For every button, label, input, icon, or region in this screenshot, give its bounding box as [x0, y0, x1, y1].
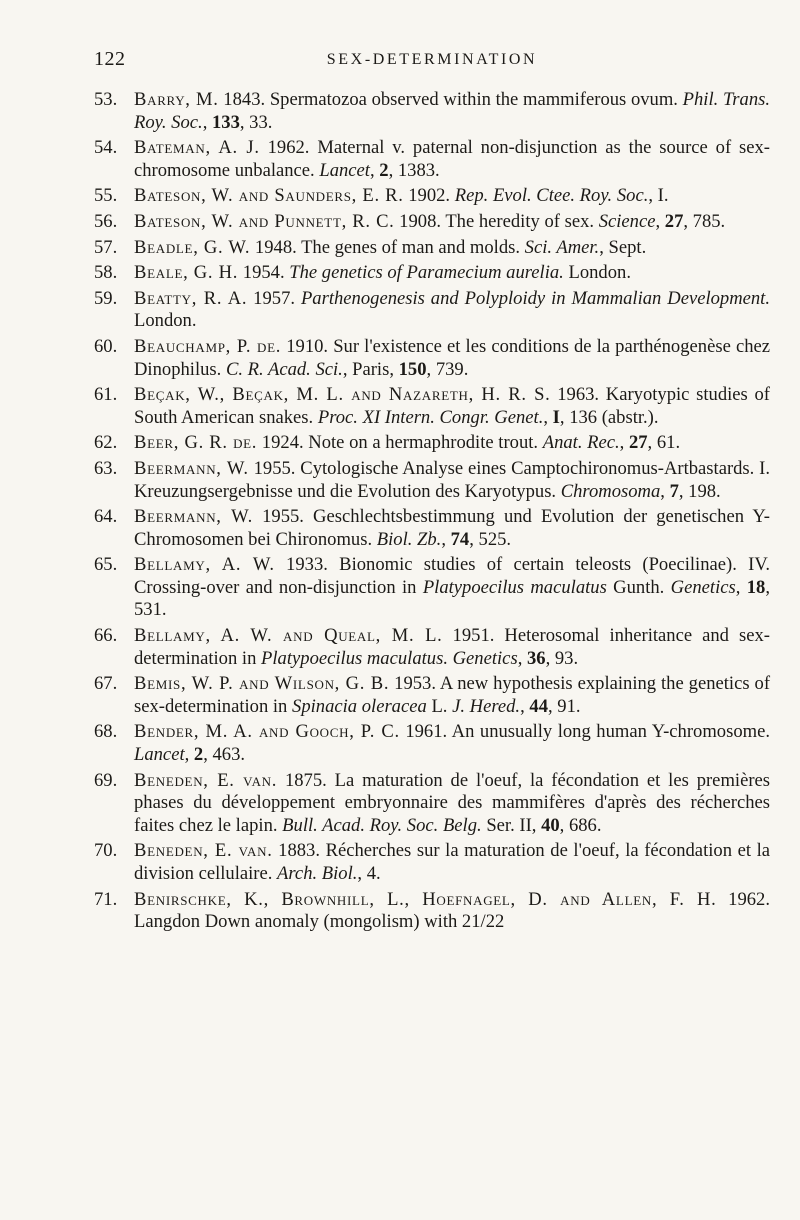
- reference-authors: Beer, G. R. de.: [134, 432, 258, 454]
- reference-volume: 40: [541, 814, 560, 836]
- reference-number: 66.: [94, 625, 118, 647]
- reference-pages: , Sept.: [599, 236, 647, 258]
- reference-number: 57.: [94, 236, 118, 258]
- reference-number: 59.: [94, 287, 118, 309]
- reference-journal: Bull. Acad. Roy. Soc. Belg.: [282, 814, 482, 836]
- reference-journal: Genetics: [452, 647, 518, 669]
- reference-pages: , 91.: [547, 695, 581, 717]
- reference-number: 71.: [94, 888, 118, 910]
- reference-text: 1961. An unusually long human Y-chromosome.: [399, 721, 770, 743]
- reference-journal: C. R. Acad. Sci.: [225, 358, 343, 380]
- reference-journal: Lancet: [134, 744, 185, 766]
- reference-authors: Bateman, A. J.: [134, 137, 260, 159]
- reference-number: 70.: [94, 840, 118, 862]
- reference-volume: 36: [526, 647, 546, 669]
- reference-volume: 27: [628, 432, 648, 454]
- reference-text: 1963. Karyotypic studies of South American snakes.: [134, 384, 770, 428]
- reference-number: 53.: [94, 89, 118, 110]
- reference-italic-title: Platypoecilus maculatus.: [261, 647, 448, 669]
- reference-authors: Beale, G. H.: [134, 262, 239, 284]
- reference-number: 65.: [94, 554, 118, 576]
- reference-entry: [94, 770, 770, 838]
- reference-text: 1951. Heterosomal inheritance and sex-determination in: [134, 625, 770, 669]
- page-number: 122: [94, 48, 126, 70]
- reference-volume: 27: [664, 210, 684, 232]
- reference-text: 1955. Geschlechtsbestimmung und Evolution der genetischen Y-Chromosomen bei Chironomus.: [134, 506, 770, 550]
- reference-entry: [94, 458, 770, 503]
- reference-number: 67.: [94, 673, 118, 695]
- reference-list: [94, 89, 770, 937]
- reference-text-mid: London.: [134, 310, 197, 332]
- reference-journal: Lancet: [319, 159, 370, 181]
- reference-number: 62.: [94, 432, 118, 454]
- reference-pages: , 785.: [683, 210, 726, 232]
- reference-pages: , 4.: [357, 863, 381, 884]
- reference-italic-title: The genetics of Paramecium aurelia.: [289, 262, 564, 284]
- reference-entry: [94, 336, 770, 381]
- reference-authors: Bemis, W. P. and Wilson, G. B.: [134, 673, 390, 695]
- reference-entry: [94, 625, 770, 670]
- reference-text: 1910. Sur l'existence et les conditions de la parthénogenèse chez Dinophilus.: [134, 335, 771, 380]
- reference-separator: ,: [517, 647, 527, 669]
- reference-pages: , 33.: [239, 111, 273, 133]
- reference-authors: Bellamy, A. W.: [134, 554, 275, 576]
- reference-entry: [94, 384, 770, 429]
- reference-separator: ,: [655, 210, 665, 232]
- reference-authors: Bender, M. A. and Gooch, P. C.: [134, 721, 400, 743]
- reference-authors: Beneden, E. van.: [134, 769, 278, 791]
- reference-text: 1933. Bionomic studies of certain teleosts (Poecilinae). IV. Crossing-over and non-disjunction in: [134, 554, 771, 598]
- reference-journal: Proc. XI Intern. Congr. Genet.: [317, 406, 544, 428]
- reference-entry: [94, 185, 770, 208]
- reference-entry: [94, 840, 770, 885]
- reference-entry: [94, 288, 770, 333]
- reference-pages: , 686.: [559, 814, 602, 836]
- reference-separator: ,: [520, 695, 530, 717]
- reference-italic-title: Platypoecilus maculatus: [422, 576, 607, 598]
- reference-pages: , 739.: [426, 358, 469, 380]
- reference-number: 60.: [94, 335, 118, 357]
- reference-volume: 2: [193, 744, 204, 766]
- reference-separator: ,: [202, 111, 212, 133]
- reference-number: 61.: [94, 384, 118, 406]
- reference-authors: Beneden, E. van.: [134, 840, 273, 862]
- page-header: [94, 48, 770, 78]
- reference-separator: ,: [543, 406, 553, 428]
- reference-volume: 150: [398, 358, 427, 380]
- reference-authors: Bellamy, A. W. and Queal, M. L.: [134, 625, 443, 647]
- reference-authors: Barry, M.: [134, 89, 219, 110]
- reference-number: 68.: [94, 721, 118, 743]
- reference-number: 63.: [94, 457, 118, 479]
- reference-volume: 74: [450, 528, 470, 550]
- reference-pages: , I.: [648, 185, 669, 207]
- reference-pages: , 93.: [545, 647, 579, 669]
- reference-volume: 133: [211, 111, 240, 133]
- reference-italic-title: Spinacia oleracea: [292, 695, 427, 717]
- reference-entry: [94, 673, 770, 718]
- reference-text: 1908. The heredity of sex.: [394, 210, 599, 232]
- reference-entry: [94, 89, 770, 134]
- reference-text: 1962. Maternal v. paternal non-disjunction as the source of sex-chromosome unbalance.: [134, 137, 770, 181]
- reference-pages: , 198.: [678, 480, 721, 502]
- reference-volume: 18: [746, 576, 766, 598]
- reference-entry: [94, 211, 770, 234]
- reference-separator: ,: [369, 159, 380, 181]
- reference-entry: [94, 721, 770, 766]
- reference-entry: [94, 432, 770, 455]
- reference-separator: Ser. II,: [481, 814, 542, 836]
- reference-text: 1955. Cytologische Analyse eines Camptochironomus-Artbastards. I. Kreuzungsergebnisse und die Evolution des Karyotypus.: [134, 457, 771, 502]
- reference-pages: , 1383.: [388, 159, 440, 181]
- reference-number: 55.: [94, 185, 118, 207]
- reference-separator: ,: [184, 744, 194, 766]
- reference-volume: I: [552, 406, 560, 428]
- reference-entry: [94, 889, 770, 934]
- reference-separator: , Paris,: [342, 358, 399, 380]
- reference-text: 1902.: [403, 185, 455, 207]
- reference-text: 1875. La maturation de l'oeuf, la fécondation et les premières phases du développement embryonnaire des mammifères d'après des récherches faites chez le lapin.: [134, 769, 771, 836]
- reference-volume: 2: [379, 159, 389, 181]
- reference-text: 1954.: [238, 262, 290, 284]
- reference-journal: Sci. Amer.: [524, 236, 600, 258]
- reference-pages: , 61.: [647, 432, 681, 454]
- reference-text: 1962. Langdon Down anomaly (mongolism) with 21/22: [134, 888, 770, 933]
- reference-number: 58.: [94, 262, 118, 284]
- reference-separator: ,: [619, 432, 629, 454]
- reference-separator: ,: [441, 528, 451, 550]
- reference-text: 1948. The genes of man and molds.: [250, 236, 525, 258]
- reference-authors: Beatty, R. A.: [134, 287, 248, 309]
- reference-journal: Rep. Evol. Ctee. Roy. Soc.: [454, 185, 649, 207]
- reference-volume: 44: [529, 695, 548, 717]
- reference-text: 1957.: [247, 287, 301, 309]
- reference-entry: [94, 137, 770, 182]
- reference-volume: 7: [669, 480, 679, 502]
- reference-authors: Benirschke, K., Brownhill, L., Hoefnagel, D. and Allen, F. H.: [134, 888, 717, 910]
- reference-journal: Chromosoma: [560, 480, 661, 502]
- reference-text-mid: L.: [426, 695, 453, 717]
- reference-journal: Anat. Rec.: [542, 432, 620, 454]
- reference-authors: Bateson, W. and Punnett, R. C.: [134, 210, 395, 232]
- reference-separator: ,: [660, 480, 670, 502]
- reference-pages: , 136 (abstr.).: [559, 406, 659, 428]
- reference-authors: Beauchamp, P. de.: [134, 335, 282, 357]
- reference-italic-title: Parthenogenesis and Polyploidy in Mammalian Development.: [300, 287, 770, 309]
- reference-text: 1843. Spermatozoa observed within the mammiferous ovum.: [218, 89, 683, 110]
- reference-pages: , 463.: [203, 744, 246, 766]
- reference-separator: ,: [735, 576, 747, 598]
- reference-entry: [94, 262, 770, 285]
- reference-authors: Beadle, G. W.: [134, 236, 251, 258]
- reference-authors: Bateson, W. and Saunders, E. R.: [134, 185, 404, 207]
- reference-number: 54.: [94, 137, 118, 159]
- reference-journal: Science: [598, 210, 656, 232]
- reference-pages: , 531.: [134, 576, 770, 621]
- reference-journal: Genetics: [670, 576, 736, 598]
- reference-authors: Beermann, W.: [134, 457, 249, 479]
- reference-text: 1883. Récherches sur la maturation de l'oeuf, la fécondation et la division cellulaire.: [134, 840, 770, 884]
- reference-number: 64.: [94, 506, 118, 528]
- reference-journal: Phil. Trans. Roy. Soc.: [134, 89, 771, 133]
- reference-number: 56.: [94, 210, 118, 232]
- reference-entry: [94, 237, 770, 260]
- reference-text-mid: Gunth.: [606, 576, 671, 598]
- running-title: SEX-DETERMINATION: [326, 51, 538, 68]
- reference-text: 1953. A new hypothesis explaining the genetics of sex-determination in: [134, 673, 771, 717]
- reference-journal: J. Hered.: [452, 695, 521, 717]
- reference-entry: [94, 506, 770, 551]
- reference-entry: [94, 554, 770, 622]
- reference-journal: Arch. Biol.: [277, 863, 358, 884]
- reference-pages: , 525.: [469, 528, 512, 550]
- reference-number: 69.: [94, 769, 118, 791]
- reference-journal: Biol. Zb.: [376, 528, 442, 550]
- reference-text: 1924. Note on a hermaphrodite trout.: [257, 432, 543, 454]
- reference-text-mid: London.: [563, 262, 631, 284]
- reference-authors: Beermann, W.: [134, 506, 253, 528]
- reference-authors: Beçak, W., Beçak, M. L. and Nazareth, H. R. S.: [134, 384, 551, 406]
